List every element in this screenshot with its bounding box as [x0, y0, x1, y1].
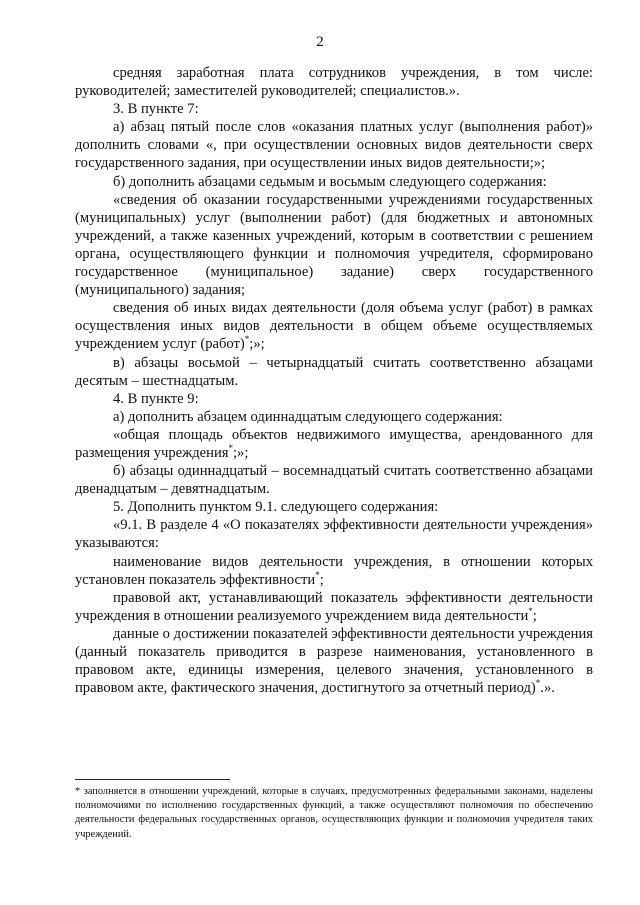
paragraph-text: ; — [319, 571, 324, 588]
paragraph-achievement-data — [75, 625, 593, 697]
page-number: 2 — [316, 34, 324, 50]
paragraph-total-area — [75, 426, 593, 462]
footnote-mark: * — [535, 678, 541, 689]
paragraph-activity-names — [75, 553, 593, 589]
footnote-mark: * — [244, 334, 250, 345]
paragraph: а) абзац пятый после слов «оказания платных услуг (выполнения работ)» дополнить словами «, при осуществлении основных видов деятельности сверх государственного задания, при осуществлении иных видов деятельности;»; — [75, 119, 593, 172]
paragraph: б) дополнить абзацами седьмым и восьмым следующего содержания: — [113, 173, 547, 190]
paragraph-activity-share — [75, 299, 593, 353]
paragraph-text: ; — [532, 607, 537, 624]
footnote-mark: * — [228, 443, 233, 454]
paragraph-text: сведения об иных видах деятельности (доля объема услуг (работ) в рамках осуществления иных видов деятельности в общем объеме осуществляемых учреждением услуг (работ) — [75, 300, 593, 353]
paragraph: «сведения об оказании государственными учреждениями государственных (муниципальных) услуг (выполнении работ) (для бюджетных и автономных учреждений, а также казенных учреждений, которым в соответствии с решением органа, осуществляющего функции и полномочия учредителя, сформировано государственное (муниципальное) задание) сверх государственного (муниципального) задания; — [75, 191, 593, 299]
paragraph-text: ;»; — [249, 336, 265, 353]
paragraph-text: ;»; — [232, 444, 249, 461]
paragraph: средняя заработная плата сотрудников учреждения, в том числе: руководителей; заместителей руководителей; специалистов.». — [75, 65, 593, 100]
paragraph: 5. Дополнить пунктом 9.1. следующего содержания: — [113, 499, 439, 516]
paragraph-text: .». — [540, 680, 555, 697]
paragraph: в) абзацы восьмой – четырнадцатый считать соответственно абзацами десятым – шестнадцатым. — [75, 354, 593, 389]
paragraph: «9.1. В разделе 4 «О показателях эффективности деятельности учреждения» указываются: — [75, 517, 593, 552]
paragraph: а) дополнить абзацем одиннадцатым следующего содержания: — [113, 408, 503, 425]
footnote-divider — [75, 779, 230, 780]
footnote-mark: * — [315, 569, 320, 580]
paragraph: б) абзацы одиннадцатый – восемнадцатый считать соответственно абзацами двенадцатым – девятнадцатым. — [75, 463, 593, 498]
paragraph: 4. В пункте 9: — [113, 390, 199, 407]
paragraph-text: правовой акт, устанавливающий показатель эффективности деятельности учреждения в отношении реализуемого учреждением вида деятельности — [75, 589, 593, 624]
document-body — [75, 64, 593, 697]
paragraph-text: наименование видов деятельности учреждения, в отношении которых установлен показатель эффективности — [75, 553, 593, 588]
paragraph-legal-act — [75, 589, 593, 625]
paragraph-text: данные о достижении показателей эффективности деятельности учреждения (данный показатель приводится в разрезе наименования, установленного в правовом акте, единицы измерения, целевого значения, установленного в правовом акте, фактического значения, достигнутого за отчетный период) — [75, 625, 593, 697]
paragraph: 3. В пункте 7: — [113, 101, 199, 118]
footnote-mark: * — [528, 605, 533, 616]
footnote: * заполняется в отношении учреждений, которые в случаях, предусмотренных федеральными законами, наделены полномочиями по исполнению государственных функций, а также осуществляют полномочия по обеспечению деятельности федеральных государственных органов, осуществляющих функции и полномочия учредителя таких учреждений. — [75, 786, 593, 840]
paragraph-text: «общая площадь объектов недвижимого имущества, арендованного для размещения учреждения — [75, 426, 593, 461]
